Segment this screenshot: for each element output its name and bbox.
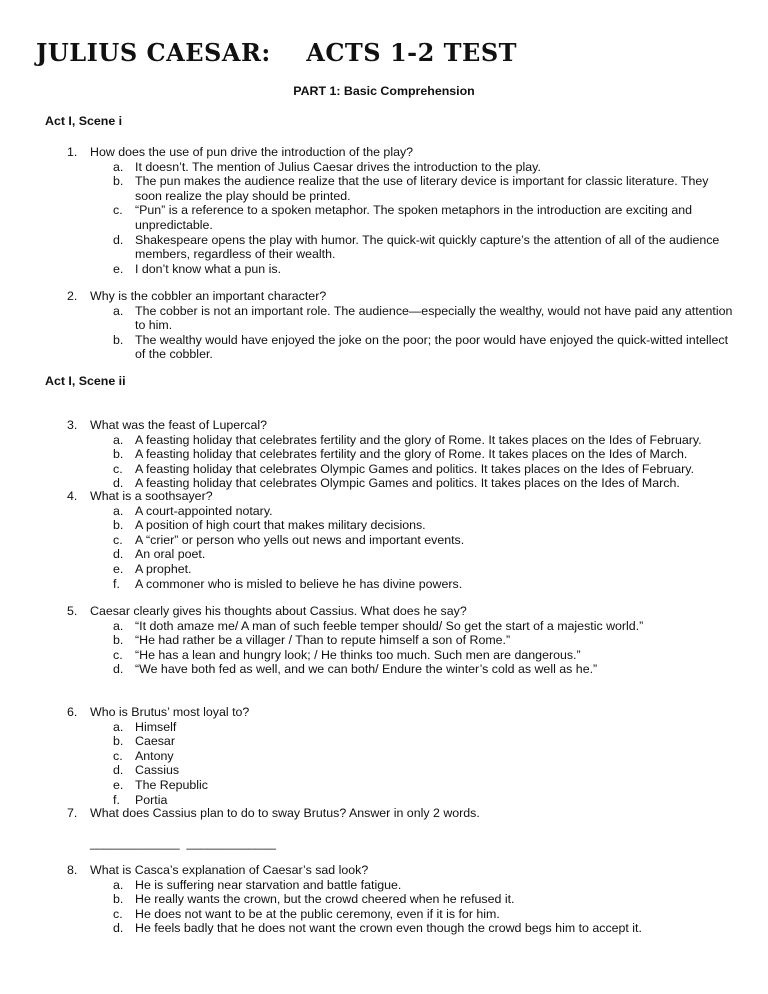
part-heading: PART 1: Basic Comprehension [293,84,475,98]
option-letter: a. [113,303,124,318]
option-letter: c. [113,647,123,662]
option-letter: c. [113,748,123,763]
question-text: Who is Brutus’ most loyal to? [90,705,250,719]
option-letter: b. [113,518,124,533]
option-text: Shakespeare opens the play with humor. The quick-wit quickly capture’s the attention of all of the audience members, regardless of their wealth. [135,232,720,262]
option-text: “He has a lean and hungry look; / He thinks too much. Such men are dangerous.” [135,647,581,662]
section-heading-act1-scene1: Act I, Scene i [45,114,123,128]
option-letter: a. [113,719,124,734]
question-text: What was the feast of Lupercal? [90,418,268,432]
answer-option [67,533,737,548]
answer-options [67,619,737,677]
answer-option [67,907,737,922]
option-letter: a. [113,503,124,518]
answer-option [67,462,737,477]
option-text: Portia [135,792,168,807]
option-letter: b. [113,892,124,907]
answer-option [67,262,737,277]
option-letter: a. [113,877,124,892]
question-6 [67,705,737,807]
answer-options [67,304,737,362]
question-text: What is a soothsayer? [90,489,213,503]
option-letter: b. [113,734,124,749]
answer-option [67,203,737,232]
question-number: 2. [67,289,78,303]
answer-option [67,921,737,936]
answer-option [67,633,737,648]
option-text: Caesar [135,734,175,749]
question-1 [67,145,737,276]
option-text: Himself [135,719,177,734]
option-text: “He had rather be a villager / Than to repute himself a son of Rome.” [135,633,511,648]
answer-option [67,662,737,677]
question-text: What does Cassius plan to do to sway Brutus? Answer in only 2 words. [90,806,480,820]
option-text: A feasting holiday that celebrates Olympic Games and politics. It takes places on the Ides of February. [135,461,695,476]
option-letter: b. [113,447,124,462]
option-text: The cobber is not an important role. The audience—especially the wealthy, would not have paid any attention to him. [135,303,733,333]
option-letter: c. [113,532,123,547]
option-text: It doesn’t. The mention of Julius Caesar drives the introduction to the play. [135,159,541,174]
answer-options [67,504,737,592]
option-letter: f. [113,576,120,591]
answer-option [67,749,737,764]
option-text: He does not want to be at the public ceremony, even if it is for him. [135,906,500,921]
answer-option [67,648,737,663]
page-title: JULIUS CAESAR: ACTS 1-2 TEST [36,38,518,67]
answer-option [67,793,737,808]
answer-options [67,720,737,808]
option-text: A position of high court that makes military decisions. [135,518,426,533]
question-number: 7. [67,806,78,820]
question-3 [67,418,737,491]
option-text: A feasting holiday that celebrates fertility and the glory of Rome. It takes places on the Ides of February. [135,432,702,447]
answer-option [67,433,737,448]
question-number: 3. [67,418,78,432]
answer-option [67,763,737,778]
option-text: “It doth amaze me/ A man of such feeble temper should/ So get the start of a majestic world.” [135,618,644,633]
answer-option [67,562,737,577]
option-letter: d. [113,763,124,778]
option-text: A prophet. [135,561,192,576]
answer-option [67,619,737,634]
option-text: A court-appointed notary. [135,503,273,518]
question-5 [67,604,737,677]
option-letter: b. [113,332,124,347]
question-number: 4. [67,489,78,503]
option-text: The pun makes the audience realize that the use of literary device is important for classic literature. They soon realize the play should be printed. [135,174,709,203]
question-number: 1. [67,145,78,159]
option-text: The Republic [135,777,209,792]
answer-option [67,778,737,793]
option-letter: d. [113,662,124,677]
option-letter: b. [113,174,124,189]
option-text: A “crier” or person who yells out news and important events. [135,532,465,547]
option-text: He really wants the crown, but the crowd cheered when he refused it. [135,892,515,907]
question-number: 8. [67,863,78,877]
option-text: He feels badly that he does not want the crown even though the crowd begs him to accept it. [135,921,642,936]
answer-option [67,547,737,562]
option-text: He is suffering near starvation and battle fatigue. [135,877,402,892]
answer-option [67,304,737,333]
answer-option [67,504,737,519]
answer-option [67,720,737,735]
answer-option [67,734,737,749]
answer-options [67,878,737,936]
option-letter: c. [113,461,123,476]
question-8 [67,863,737,936]
option-letter: d. [113,921,124,936]
answer-option [67,892,737,907]
answer-option [67,333,737,362]
section-heading-act1-scene2: Act I, Scene ii [45,374,126,388]
answer-option [67,518,737,533]
answer-option [67,174,737,203]
answer-options [67,433,737,491]
answer-option [67,447,737,462]
question-text: Why is the cobbler an important character? [90,289,327,303]
question-number: 6. [67,705,78,719]
option-letter: d. [113,232,124,247]
option-letter: f. [113,792,120,807]
answer-blanks[interactable]: _____________ _____________ [90,836,277,850]
option-letter: d. [113,476,124,491]
option-text: A feasting holiday that celebrates fertility and the glory of Rome. It takes places on the Ides of March. [135,447,688,462]
option-letter: b. [113,633,124,648]
option-letter: c. [113,906,123,921]
option-letter: e. [113,261,124,276]
option-letter: c. [113,203,123,218]
option-text: The wealthy would have enjoyed the joke on the poor; the poor would have enjoyed the quick-witted intellect of the cobbler. [135,332,729,362]
option-text: Antony [135,748,174,763]
question-number: 5. [67,604,78,618]
option-text: A commoner who is misled to believe he has divine powers. [135,576,463,591]
option-letter: d. [113,547,124,562]
option-letter: a. [113,432,124,447]
answer-option [67,577,737,592]
question-2 [67,289,737,362]
option-letter: e. [113,777,124,792]
option-text: A feasting holiday that celebrates Olympic Games and politics. It takes places on the Ides of March. [135,476,680,491]
answer-option [67,878,737,893]
option-letter: e. [113,561,124,576]
question-4 [67,489,737,591]
option-text: “Pun” is a reference to a spoken metaphor. The spoken metaphors in the introduction are exciting and unpredictable. [135,203,692,232]
answer-option [67,233,737,262]
question-text: How does the use of pun drive the introduction of the play? [90,145,414,159]
option-text: Cassius [135,763,180,778]
answer-option [67,160,737,175]
question-text: What is Casca’s explanation of Caesar’s sad look? [90,863,369,877]
option-text: An oral poet. [135,547,206,562]
question-text: Caesar clearly gives his thoughts about Cassius. What does he say? [90,604,467,618]
option-text: I don’t know what a pun is. [135,261,282,276]
option-text: “We have both fed as well, and we can both/ Endure the winter’s cold as well as he.” [135,662,598,677]
question-7 [67,806,737,821]
answer-options [67,160,737,277]
option-letter: a. [113,618,124,633]
option-letter: a. [113,159,124,174]
